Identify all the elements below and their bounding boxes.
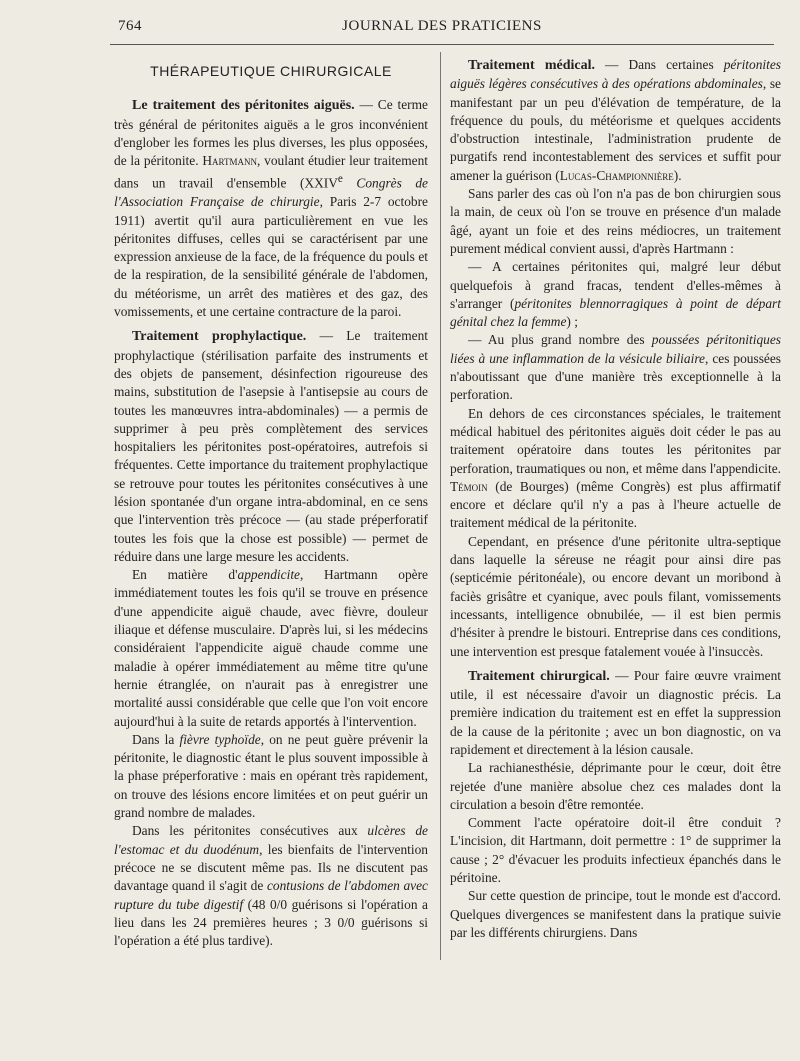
column-divider bbox=[440, 52, 441, 960]
paragraph-medical: Traitement médical. — Dans certaines péritonites aiguës légères consécutives à des opérations abdominales, se manifestant par un peu d'élévation de température, de la fréquence du pouls, du météorisme et quelques accidents d'obstruction intestinale, l'administration prudente de purgatifs rend incontestablement des services et suffit pour amener la guérison (Lucas-Championnière). bbox=[450, 57, 781, 183]
page-number: 764 bbox=[118, 18, 142, 34]
paragraph-prophylactic: Traitement prophylactique. — Le traitement prophylactique (stérilisation parfaite des instruments et des objets de pansement, désinfection rigoureuse des mains, substitution de l'asepsie à l'antisepsie au cours de toutes les manœuvres intra-abdominales) — a permis de supprimer à peu près complètement des services hospitaliers les péritonites post-opératoires, autrefois si fréquentes. Cette importance du traitement prophylactique se retrouve pour toutes les péritonites consécutives à une lésion spontanée d'un organe intra-abdominal, en ce sens que l'intervention très précoce — (au stade préperforatif toutes les fois que la chose est possible) — permet de réduire dans une large mesure les accidents. bbox=[114, 328, 428, 564]
paragraph-heading: Traitement médical. bbox=[468, 58, 595, 73]
paragraph-cases: Sans parler des cas où l'on n'a pas de bon chirurgien sous la main, de ceux où l'on se trouve en présence d'un malade âgé, ayant un foie et des reins médiocres, un traitement purement médical convient aussi, d'après Hartmann : bbox=[450, 186, 781, 256]
left-column bbox=[114, 62, 428, 950]
paragraph-incision: Comment l'acte opératoire doit-il être conduit ? L'incision, dit Hartmann, doit permettre : 1° de supprimer la cause ; 2° d'évacuer les produits infectieux épanchés dans le péritoine. bbox=[450, 815, 781, 886]
paragraph-principle: Sur cette question de principe, tout le monde est d'accord. Quelques divergences se manifestent dans la pratique suivie par les différents chirurgiens. Dans bbox=[450, 888, 781, 940]
paragraph-heading: Le traitement des péritonites aiguës. bbox=[132, 98, 355, 114]
author-name: Hartmann bbox=[202, 153, 257, 169]
paragraph-item-blennorragiques: — A certaines péritonites qui, malgré leur début quelquefois à grand fracas, tendent d'elles-mêmes à s'arranger (péritonites blennorragiques à point de départ génital chez la femme) ; bbox=[450, 259, 781, 330]
author-name: Lucas-Championnière bbox=[559, 167, 674, 183]
section-title: THÉRAPEUTIQUE CHIRURGICALE bbox=[150, 63, 392, 79]
paragraph-typhoide: Dans la fièvre typhoïde, on ne peut guère prévenir la péritonite, le diagnostic étant le plus souvent impossible à la phase préperforative : mais en opérant très rapidement, on trouve des lésions encore limitées et on peut guérir un grand nombre de malades. bbox=[114, 731, 428, 821]
paragraph-heading: Traitement prophylactique. bbox=[132, 329, 307, 345]
running-header bbox=[110, 14, 774, 40]
paragraph-item-biliaire: — Au plus grand nombre des poussées péritonitiques liées à une inflammation de la vésicule biliaire, ces poussées n'aboutissant que d'une manière très exceptionnelle à la perforation. bbox=[450, 332, 782, 403]
paragraph-heading: Traitement chirurgical. bbox=[468, 668, 610, 684]
paragraph-circumstances: En dehors de ces circonstances spéciales, le traitement médical habituel des péritonites aiguës doit céder le pas au traitement opératoire dans toutes les péritonites par perforation, traumatiques ou non, et même dans l'appendicite. Témoin (de Bourges) (même Congrès) est plus affirmatif encore et déclare qu'il n'y a pas à l'heure actuelle de traitement médical de la péritonite. bbox=[450, 405, 781, 531]
paragraph-rachianesthesie: La rachianesthésie, déprimante pour le cœur, doit être rejetée d'une manière absolue chez ces malades dont la circulation a besoin d'être remontée. bbox=[450, 760, 781, 812]
paragraph-surgical: Traitement chirurgical. — Pour faire œuvre vraiment utile, il est nécessaire d'avoir un diagnostic précis. La première indication du traitement est en effet la suppression de la cause de la péritonite ; avec un bon diagnostic, on va rapidement et directement à la lésion causale. bbox=[450, 667, 781, 757]
paragraph-ulceres: Dans les péritonites consécutives aux ulcères de l'estomac et du duodénum, les bienfaits de l'intervention précoce ne se discutent même pas. Ils ne discutent pas davantage quand il s'agit de contusions de l'abdomen avec rupture du tube digestif (48 0/0 guérisons si l'opération a lieu dans les 24 premières heures ; 3 0/0 guérisons si l'opération a été plus tardive). bbox=[114, 823, 428, 949]
header-rule bbox=[110, 44, 774, 45]
journal-title: JOURNAL DES PRATICIENS bbox=[342, 18, 542, 34]
right-column bbox=[450, 56, 781, 942]
author-name: Témoin bbox=[450, 478, 488, 494]
paragraph-ultraseptique: Cependant, en présence d'une péritonite ultra-septique dans laquelle la séreuse ne réagit pour ainsi dire pas (septicémie péritonéale), ou encore devant un moribond à faciès grisâtre et cyanique, avec pouls filant, vomissements incessants, intelligence obnubilée, — il est bien permis d'hésiter à prendre le bistouri. Entreprise dans ces conditions, une intervention est presque fatalement vouée à l'insuccès. bbox=[450, 533, 781, 659]
congress-title: Congrès de l'Association Française de chirurgie bbox=[114, 175, 428, 210]
paragraph-appendicite: En matière d'appendicite, Hartmann opère immédiatement toutes les fois qu'il se trouve en présence d'une appendicite aiguë chaude, avec fièvre, douleur iliaque et défense musculaire. D'après lui, si les médecins considéraient l'appendicite aiguë chaude comme une maladie à opérer immédiatement au même titre qu'une hernie étranglée, on n'aurait pas à enregistrer une mortalité aussi considérable que celle que l'on voit encore aujourd'hui à la suite de retards apportés à l'intervention. bbox=[114, 567, 428, 729]
paragraph-intro: Le traitement des péritonites aiguës. — Ce terme très général de péritonites aiguës a le gros inconvénient d'englober les formes les plus diverses, les plus opposées, de la péritonite. Hartmann, voulant étudier leur traitement dans un travail d'ensemble (XXIVe Congrès de l'Association Française de chirurgie, Paris 2-7 octobre 1911) avertit qu'il aura particulièrement en vue les péritonites diffuses, celles qui se caractérisent par une expression anxieuse de la face, de la fréquence du pouls et de la respiration, de la sensibilité générale de l'abdomen, du météorisme, un arrêt des matières et des gaz, des vomissements, et une certaine contracture de la paroi. bbox=[114, 97, 429, 320]
